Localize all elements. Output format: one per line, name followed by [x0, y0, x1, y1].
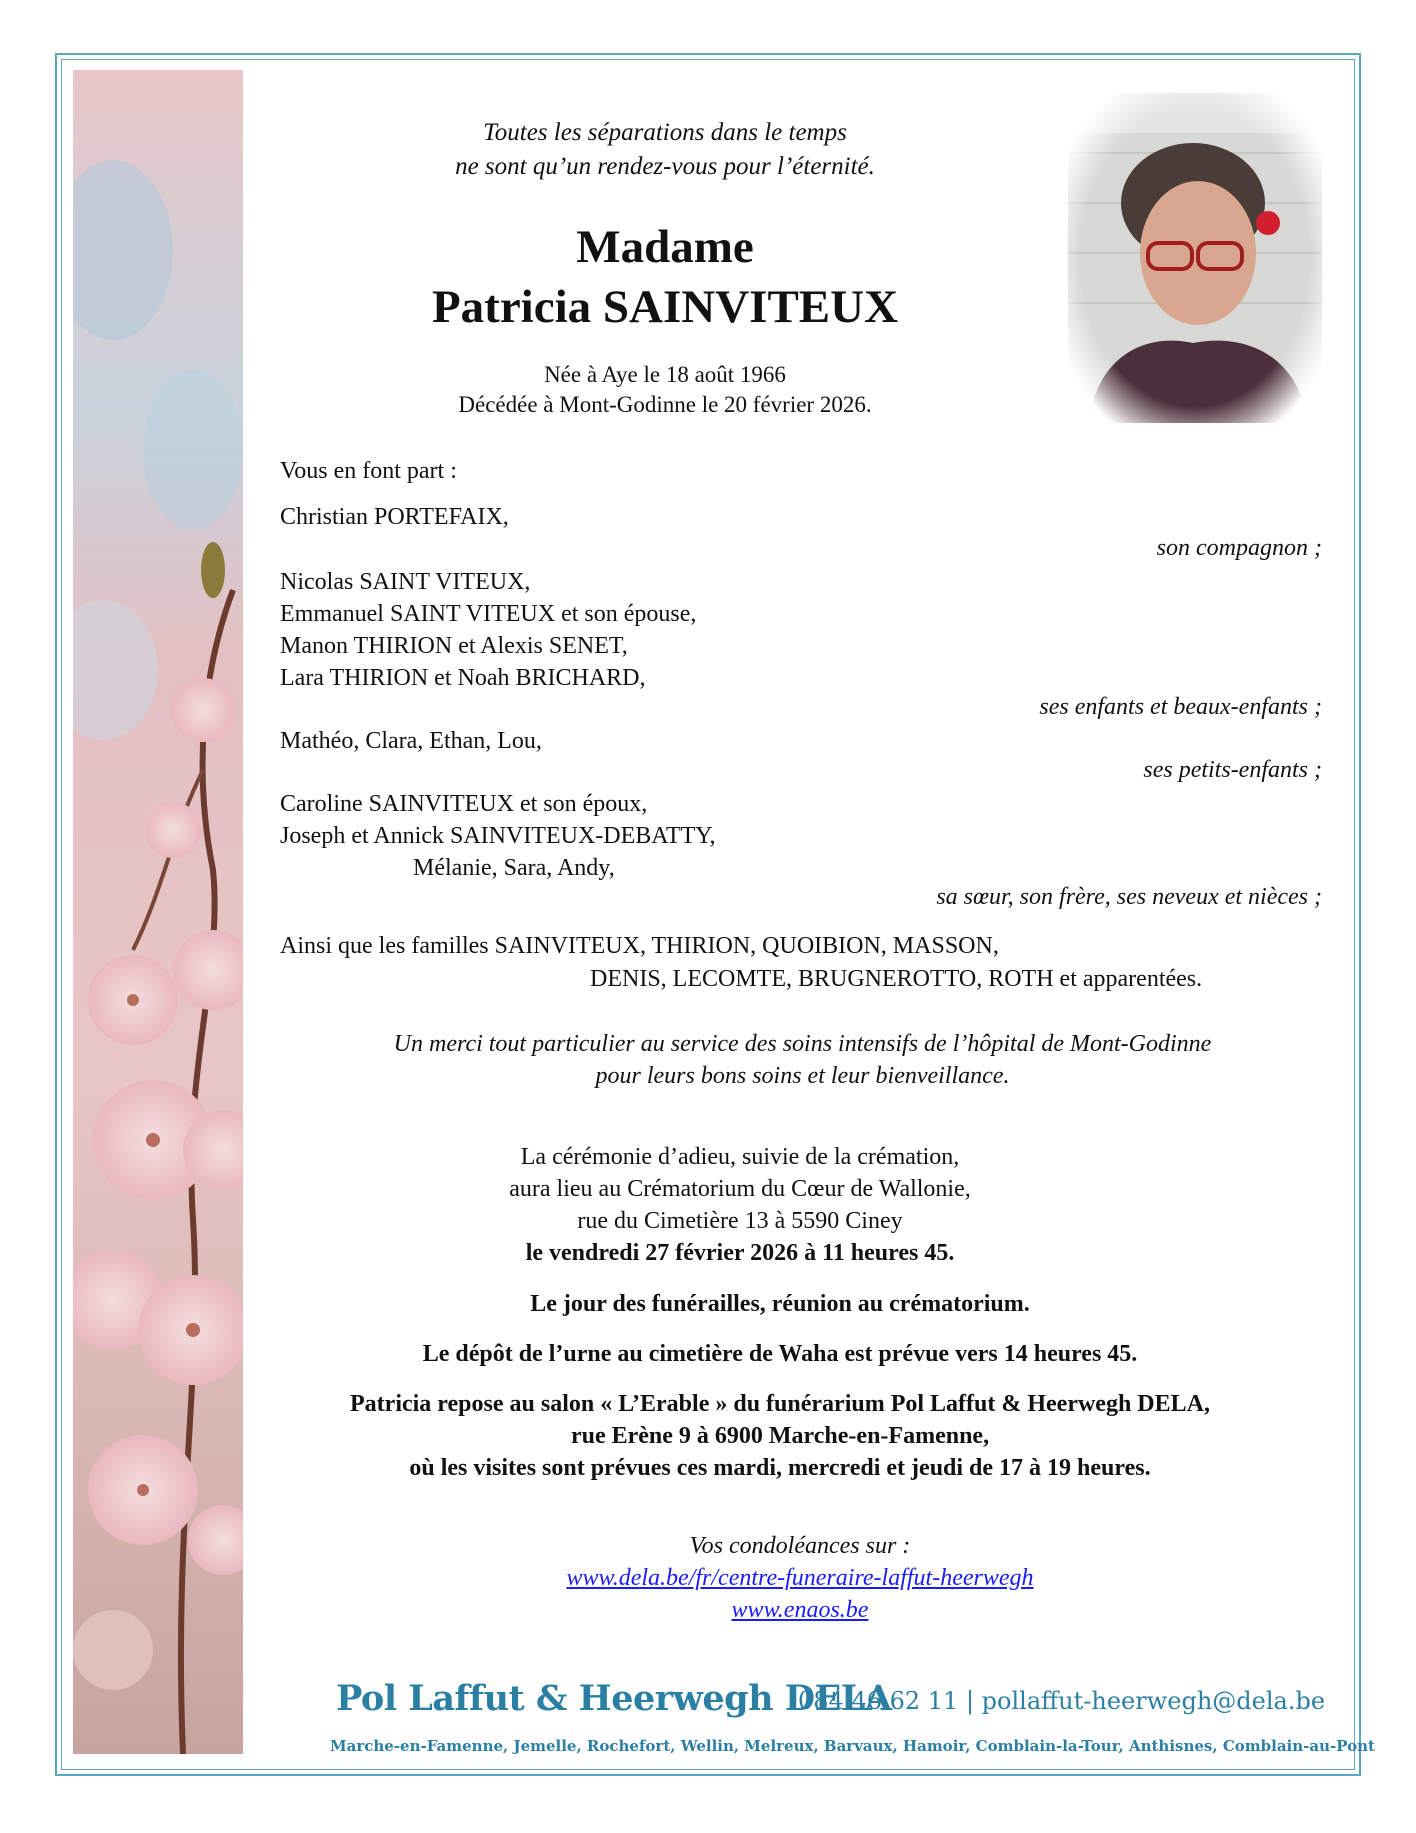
- thanks-line-2: pour leurs bons soins et leur bienveillance.: [595, 1063, 1010, 1089]
- families-line-1: Ainsi que les familles SAINVITEUX, THIRION, QUOIBION, MASSON,: [280, 933, 999, 959]
- visit-line-3: où les visites sont prévues ces mardi, mercredi et jeudi de 17 à 19 heures.: [409, 1455, 1151, 1481]
- quote-line-2: ne sont qu’un rendez-vous pour l’éternité.: [455, 153, 875, 180]
- family-name: Manon THIRION et Alexis SENET,: [280, 633, 628, 659]
- visit-line-2: rue Erène 9 à 6900 Marche-en-Famenne,: [570, 1423, 990, 1449]
- condolences-link-dela[interactable]: www.dela.be/fr/centre-funeraire-laffut-heerwegh: [566, 1565, 1034, 1591]
- company-logo: Pol Laffut & Heerwegh DELA: [336, 1678, 892, 1719]
- family-name: Joseph et Annick SAINVITEUX-DEBATTY,: [280, 823, 716, 849]
- relation-label: sa sœur, son frère, ses neveux et nièces ;: [936, 884, 1322, 910]
- ceremony-date: le vendredi 27 février 2026 à 11 heures 45.: [525, 1240, 955, 1266]
- cherry-blossom-image: [73, 70, 243, 1754]
- condolences-label: Vos condoléances sur :: [689, 1533, 911, 1559]
- relation-label: ses enfants et beaux-enfants ;: [1039, 694, 1322, 720]
- company-locations: Marche-en-Famenne, Jemelle, Rochefort, Wellin, Melreux, Barvaux, Hamoir, Comblain-la-Tour, Anthisnes, Comblain-au-Pont: [330, 1737, 1375, 1755]
- intro-text: Vous en font part :: [280, 458, 457, 484]
- portrait-photo: [1068, 93, 1322, 423]
- relation-label: son compagnon ;: [1156, 535, 1322, 561]
- visit-line-1: Patricia repose au salon « L’Erable » du funérarium Pol Laffut & Heerwegh DELA,: [350, 1391, 1210, 1417]
- families-line-2: DENIS, LECOMTE, BRUGNEROTTO, ROTH et apparentées.: [590, 966, 1203, 992]
- ceremony-line-3: rue du Cimetière 13 à 5590 Ciney: [577, 1208, 903, 1234]
- birth-info: Née à Aye le 18 août 1966: [544, 362, 786, 387]
- thanks-line-1: Un merci tout particulier au service des soins intensifs de l’hôpital de Mont-Godinne: [393, 1031, 1212, 1057]
- family-name: Lara THIRION et Noah BRICHARD,: [280, 665, 646, 691]
- company-contact: 084 46 62 11 | pollaffut-heerwegh@dela.be: [798, 1687, 1326, 1715]
- ceremony-line-1: La cérémonie d’adieu, suivie de la crémation,: [520, 1144, 960, 1170]
- family-name: Mathéo, Clara, Ethan, Lou,: [280, 728, 542, 754]
- death-info: Décédée à Mont-Godinne le 20 février 2026.: [458, 392, 872, 417]
- quote-line-1: Toutes les séparations dans le temps: [483, 119, 847, 146]
- deceased-name: Patricia SAINVITEUX: [431, 281, 899, 333]
- urn-notice: Le dépôt de l’urne au cimetière de Waha est prévue vers 14 heures 45.: [422, 1341, 1138, 1367]
- family-name: Mélanie, Sara, Andy,: [413, 855, 615, 881]
- honorific: Madame: [576, 221, 754, 273]
- family-name: Nicolas SAINT VITEUX,: [280, 569, 531, 595]
- ceremony-line-2: aura lieu au Crématorium du Cœur de Wallonie,: [509, 1176, 971, 1202]
- family-name: Christian PORTEFAIX,: [280, 504, 509, 530]
- meeting-notice: Le jour des funérailles, réunion au crématorium.: [530, 1291, 1030, 1317]
- family-name: Emmanuel SAINT VITEUX et son épouse,: [280, 601, 697, 627]
- relation-label: ses petits-enfants ;: [1143, 757, 1322, 783]
- family-name: Caroline SAINVITEUX et son époux,: [280, 791, 648, 817]
- condolences-link-enaos[interactable]: www.enaos.be: [731, 1597, 869, 1623]
